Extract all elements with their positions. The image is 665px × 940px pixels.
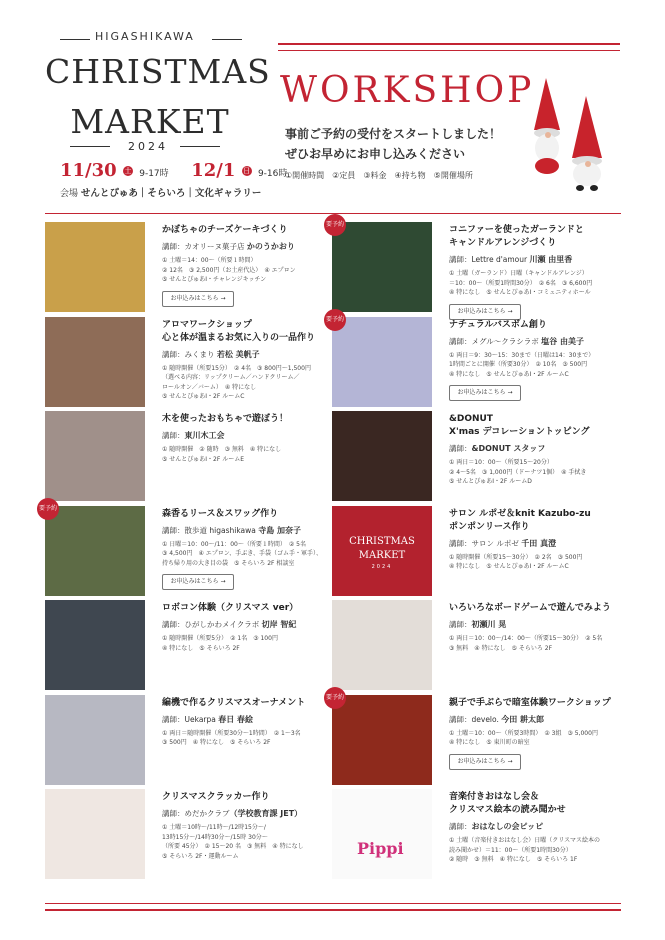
venue-label: 会場 — [60, 189, 79, 199]
event-instructor: 講師：サロン ルポゼ 千田 真澄 — [449, 538, 557, 548]
apply-button[interactable]: お申込みはこちら → — [449, 304, 521, 320]
logo-market: MARKET — [70, 102, 230, 141]
event-details: ① 土曜＝10時～/11時～/12時15分～/ 13時15分～/14時30分～/15時 30分～ （所要 45分） ② 15～20 名 ③ 無料 ④ 特になし ⑤ そらいろ 2F・運動ルーム — [162, 824, 304, 860]
reserve-badge: 要予約 — [324, 687, 346, 709]
left-event-photo — [45, 222, 145, 312]
event-details: ① 随時開催（所要5分） ② 1名 ③ 100円 ④ 特になし ⑤ そらいろ 2F — [162, 635, 278, 652]
event-instructor: 講師：ひがしかわメイクラボ 切岸 智紀 — [162, 620, 297, 629]
event-details: ① 土曜（ガーランド）日曜（キャンドルアレンジ） ＝10：00～（所要1時間30分） ② 6名 ③ 6,600円 ④ 特になし ⑤ せんとぴゅあⅠ・コミュニティホール — [449, 270, 593, 296]
left-event-photo — [45, 317, 145, 407]
event-details: ① 随時開催 ② 随時 ③ 無料 ④ 特になし ⑤ せんとぴゅあⅠ・2F ルームE — [162, 446, 282, 463]
left-event-photo — [45, 695, 145, 785]
event-instructor: 講師：東川木工会 — [162, 431, 225, 440]
event-instructor: 講師：Uekarpa 春日 春絵 — [162, 714, 254, 724]
reserve-badge: 要予約 — [324, 214, 346, 236]
event-details: ① 土曜（音楽付きおはなし会）日曜（クリスマス絵本の 読み聞かせ）＝11：00～（所要1時間30分） ② 随時 ③ 無料 ④ 特になし ⑤ そらいろ 1F — [449, 837, 601, 863]
right-event-photo — [332, 317, 432, 407]
logo-christmas: CHRISTMAS — [45, 52, 271, 91]
right-event-photo — [332, 411, 432, 501]
event-title: &DONUT X'mas デコレーショントッピング — [449, 414, 590, 437]
workshop-title: WORKSHOP — [280, 70, 535, 111]
logo-divider — [180, 146, 220, 147]
event-instructor: 講師：Lettre d'amour 川瀬 由里香 — [449, 255, 573, 264]
detail-legend: ①開催時間 ②定員 ③料金 ④持ち物 ⑤開催場所 — [285, 171, 473, 180]
event-title: いろいろなボードゲームで遊んでみよう — [449, 603, 611, 613]
reserve-badge: 要予約 — [37, 498, 59, 520]
left-event-photo — [45, 506, 145, 596]
right-event-photo — [332, 600, 432, 690]
event-instructor: 講師：みくまり 若松 美帆子 — [162, 349, 260, 359]
event-instructor: 講師：初瀬川 晃 — [449, 620, 507, 629]
event-instructor: 講師：&DONUT スタッフ — [449, 444, 546, 453]
event-title: かぼちゃのチーズケーキづくり — [162, 225, 288, 235]
date-2: 12/1 — [191, 160, 236, 181]
time-2: 9-16時 — [257, 169, 288, 179]
apply-button[interactable]: お申込みはこちら → — [162, 291, 234, 307]
logo-divider — [70, 146, 110, 147]
right-event-photo — [332, 506, 432, 596]
time-1: 9-17時 — [139, 169, 169, 179]
footer-rule — [45, 903, 621, 904]
left-event-photo — [45, 411, 145, 501]
gnome-decoration — [528, 68, 618, 193]
date-1: 11/30 — [60, 160, 117, 181]
event-title: アロマワークショップ 心と体が温まるお気に入りの一品作り — [162, 319, 316, 343]
event-instructor: 講師：develo. 今田 耕太郎 — [449, 714, 545, 724]
header-rule — [278, 43, 620, 45]
mini-market-logo: CHRISTMAS — [349, 535, 415, 547]
event-instructor: 講師：メグル～クラシラボ 塩谷 由美子 — [449, 336, 584, 346]
event-details: ① 両日＝10：00～（所要15～20分） ② 4～5名 ③ 1,000円（ドーナツ1個） ④ 手拭き ⑤ せんとぴゅあⅠ・2F ルームD — [449, 459, 587, 485]
event-title: 編機で作るクリスマスオーナメント — [162, 697, 306, 708]
right-event-photo — [332, 222, 432, 312]
logo-year: 2024 — [128, 140, 168, 153]
workshop-subtitle-2: ぜひお早めにお申し込みください — [285, 147, 466, 161]
event-title: 森香るリース＆スワッグ作り — [162, 508, 279, 519]
header-rule — [278, 50, 620, 51]
workshop-subtitle-1: 事前ご予約の受付をスタートしました！ — [285, 127, 502, 141]
left-event-photo — [45, 600, 145, 690]
workshop-subtitle — [285, 124, 501, 164]
event-details: ① 両日＝9：30～15：30まで（日曜は14：30まで） 1時間ごとに開催（所要30分） ② 10名 ③ 500円 ④ 特になし ⑤ せんとぴゅあⅠ・2F ルームC — [449, 351, 595, 378]
left-event-photo — [45, 789, 145, 879]
event-instructor: 講師：おはなしの会ピッピ — [449, 822, 544, 831]
event-details: ① 両日＝10：00～/14：00～（所要15～30分） ② 5名 ③ 無料 ④ 特になし ⑤ そらいろ 2F — [449, 635, 603, 652]
mini-market-year: 2024 — [371, 563, 393, 570]
logo-divider — [212, 39, 242, 40]
mini-market-logo-2: MARKET — [358, 549, 406, 561]
event-details: ① 土曜＝14：00～（所要１時間） ② 12名 ③ 2,500円（お土産代込） ④ エプロン ⑤ せんとぴゅあⅠ・チャレンジキッチン — [162, 257, 296, 283]
event-instructor: 講師：カオリーヌ菓子店 かのうかおり — [162, 242, 295, 251]
event-instructor: 講師：めだかクラブ（学校教育課 JET） — [162, 809, 303, 818]
event-title: ナチュラルバスボム創り — [449, 319, 547, 330]
logo-divider — [60, 39, 90, 40]
event-title: コニファーを使ったガーランドと キャンドルアレンジづくり — [449, 225, 584, 248]
apply-button[interactable]: お申込みはこちら → — [162, 574, 234, 590]
right-event-photo — [332, 789, 432, 879]
event-details: ① 随時開催（所要15～30分） ② 2名 ③ 500円 ④ 特になし ⑤ せんとぴゅあⅠ・2F ルームC — [449, 553, 583, 570]
event-details: ① 土曜＝10：00～（所要3時間） ② 3組 ③ 5,000円 ④ 特になし ⑤ 東川町の暗室 — [449, 729, 598, 746]
reserve-badge: 要予約 — [324, 309, 346, 331]
event-title: 親子で手ぶらで暗室体験ワークショップ — [449, 697, 611, 708]
event-title: クリスマスクラッカー作り — [162, 792, 270, 802]
event-details: ① 随時開催（所要15分） ② 4名 ③ 800円～1,500円 （選べる内容：リップクリーム／ハンドクリーム／ ロールオン／バーム） ④ 特になし ⑤ せんとぴゅあⅠ・2F ルームC — [162, 364, 311, 400]
right-event-photo — [332, 695, 432, 785]
logo-top-text: HIGASHIKAWA — [95, 30, 195, 43]
event-instructor: 講師：散歩道 higashikawa 寺島 加奈子 — [162, 525, 302, 535]
apply-button[interactable]: お申込みはこちら → — [449, 385, 521, 401]
event-title: サロン ルポゼ＆knit Kazubo-zu ポンポンリース作り — [449, 508, 591, 532]
event-title: 木を使ったおもちゃで遊ぼう！ — [162, 414, 289, 424]
footer-rule — [45, 909, 621, 911]
event-title: 音楽付きおはなし会＆ クリスマス絵本の読み聞かせ — [449, 792, 566, 815]
venue-value: せんとぴゅあ｜そらいろ｜文化ギャラリー — [80, 188, 262, 199]
event-dates — [60, 160, 287, 181]
event-details: ① 両日＝随時開催（所要30分～1時間） ② 1～3名 ③ 500円 ④ 特になし ⑤ そらいろ 2F — [162, 729, 301, 746]
day-2-badge: 日 — [243, 167, 251, 175]
venue — [60, 185, 261, 199]
event-details: ① 日曜＝10：00～/11：00～（所要１時間） ② 5名 ③ 4,500円 ④ エプロン、手ぶき、手袋（ゴム手・軍手）、 持ち帰り用の大き目の袋 ⑤ そらいろ 2F 相談室 — [162, 540, 323, 567]
event-title: ロボコン体験（クリスマス ver） — [162, 603, 299, 613]
pippi-logo: Pippi — [357, 839, 404, 858]
apply-button[interactable]: お申込みはこちら → — [449, 754, 521, 770]
day-1-badge: 土 — [124, 167, 132, 175]
